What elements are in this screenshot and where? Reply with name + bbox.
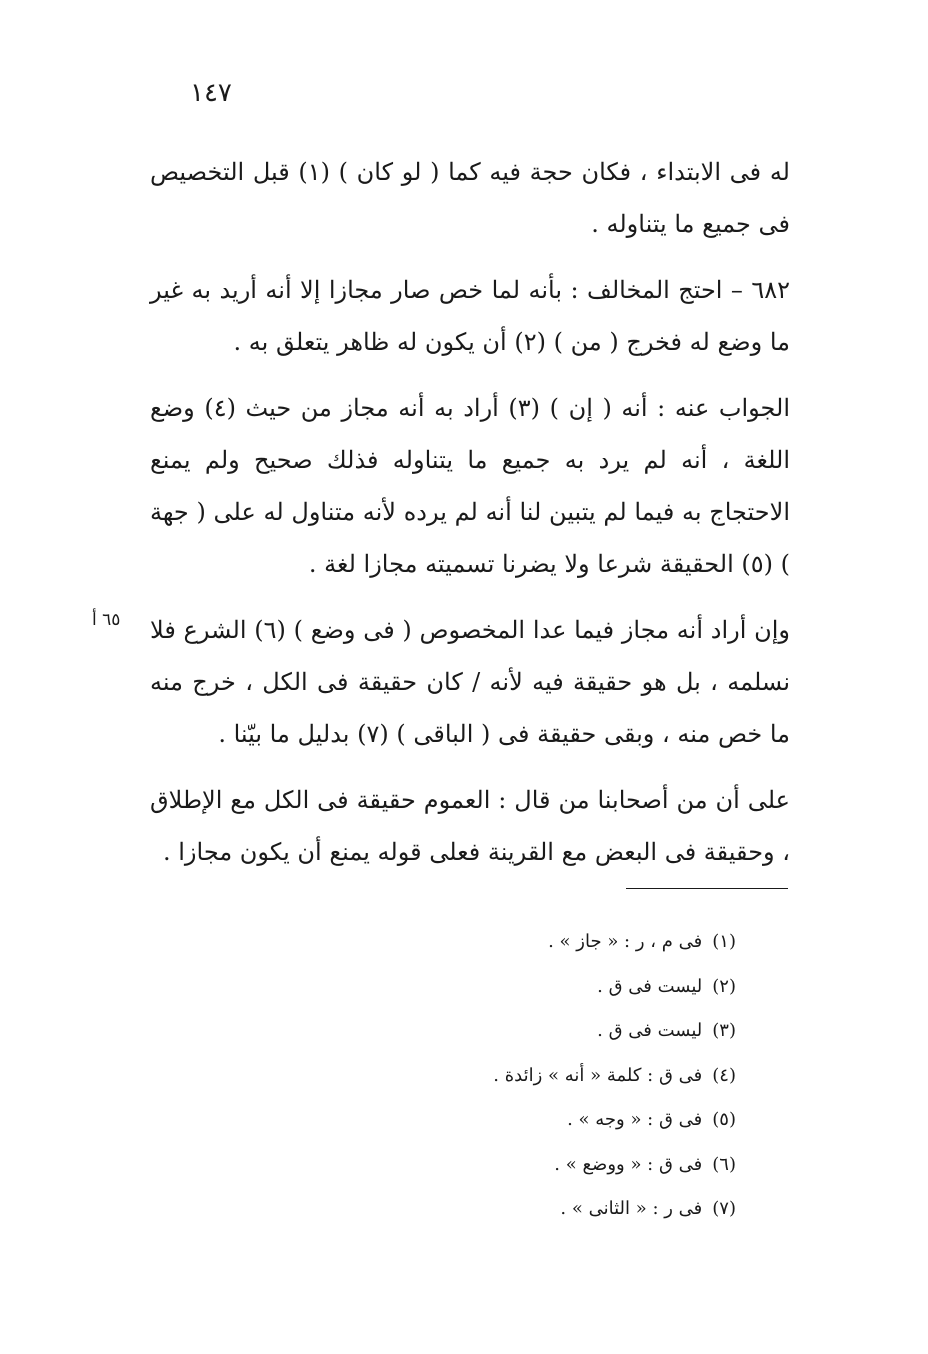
manuscript-folio-marker: ٦٥ أ [92, 610, 121, 630]
footnote-text: فى م ، ر : « جاز » . [548, 931, 703, 952]
footnote-item [316, 1143, 736, 1188]
footnote-item [316, 965, 736, 1010]
footnote-number: (٦) [712, 1153, 736, 1175]
footnote-text: ليست فى ق . [597, 1020, 703, 1041]
footnote-separator [626, 888, 788, 889]
footnote-number: (٥) [712, 1109, 736, 1130]
footnote-text: فى ق : « وجه » . [567, 1109, 703, 1130]
paragraph-2: ٦٨٢ – احتج المخالف : بأنه لما خص صار مجازا إلا أنه أريد به غير ما وضع له فخرج ( من ) (٢) أن يكون له ظاهر يتعلق به . [150, 276, 790, 356]
paragraph-4: وإن أراد أنه مجاز فيما عدا المخصوص ( فى وضع ) (٦) الشرع فلا نسلمه ، بل هو حقيقة فيه لأنه / كان حقيقة فى الكل ، خرج منه ما خص منه ، وبقى حقيقة فى ( الباقى ) (٧) بدليل ما بيّنا . [150, 616, 791, 748]
main-text [150, 146, 790, 892]
footnote-number: (٣) [712, 1020, 736, 1041]
footnote-item [316, 1054, 736, 1099]
footnote-number: (٧) [712, 1198, 736, 1219]
paragraph-5: على أن من أصحابنا من قال : العموم حقيقة فى الكل مع الإطلاق ، وحقيقة فى البعض مع القرينة فعلى قوله يمنع أن يكون مجازا . [150, 786, 790, 866]
footnote-text: فى ر : « الثانى » . [560, 1198, 703, 1219]
footnote-number: (٤) [712, 1064, 736, 1086]
footnotes-list [316, 920, 736, 1232]
page-number: ١٤٧ [190, 78, 232, 108]
footnote-item [316, 1098, 736, 1143]
paragraph-3: الجواب عنه : أنه ( إن ) (٣) أراد به أنه مجاز من حيث (٤) وضع اللغة ، أنه لم يرد به جميع ما يتناوله فذلك صحيح ولم يمنع الاحتجاج به فيما لم يتبين لنا أنه لم يرده لأنه متناول له على ( جهة ) (٥) الحقيقة شرعا ولا يضرنا تسميته مجازا لغة . [150, 394, 790, 578]
footnote-number: (١) [712, 931, 736, 952]
footnote-text: ليست فى ق . [597, 975, 703, 997]
footnote-item [316, 1009, 736, 1054]
footnote-number: (٢) [712, 975, 736, 997]
footnote-text: فى ق : كلمة « أنه » زائدة . [493, 1064, 703, 1086]
footnote-text: فى ق : « ووضع » . [554, 1153, 703, 1175]
footnote-item [316, 920, 736, 965]
paragraph-1: له فى الابتداء ، فكان حجة فيه كما ( لو كان ) (١) قبل التخصيص فى جميع ما يتناوله . [150, 158, 790, 238]
footnote-item [316, 1187, 736, 1232]
